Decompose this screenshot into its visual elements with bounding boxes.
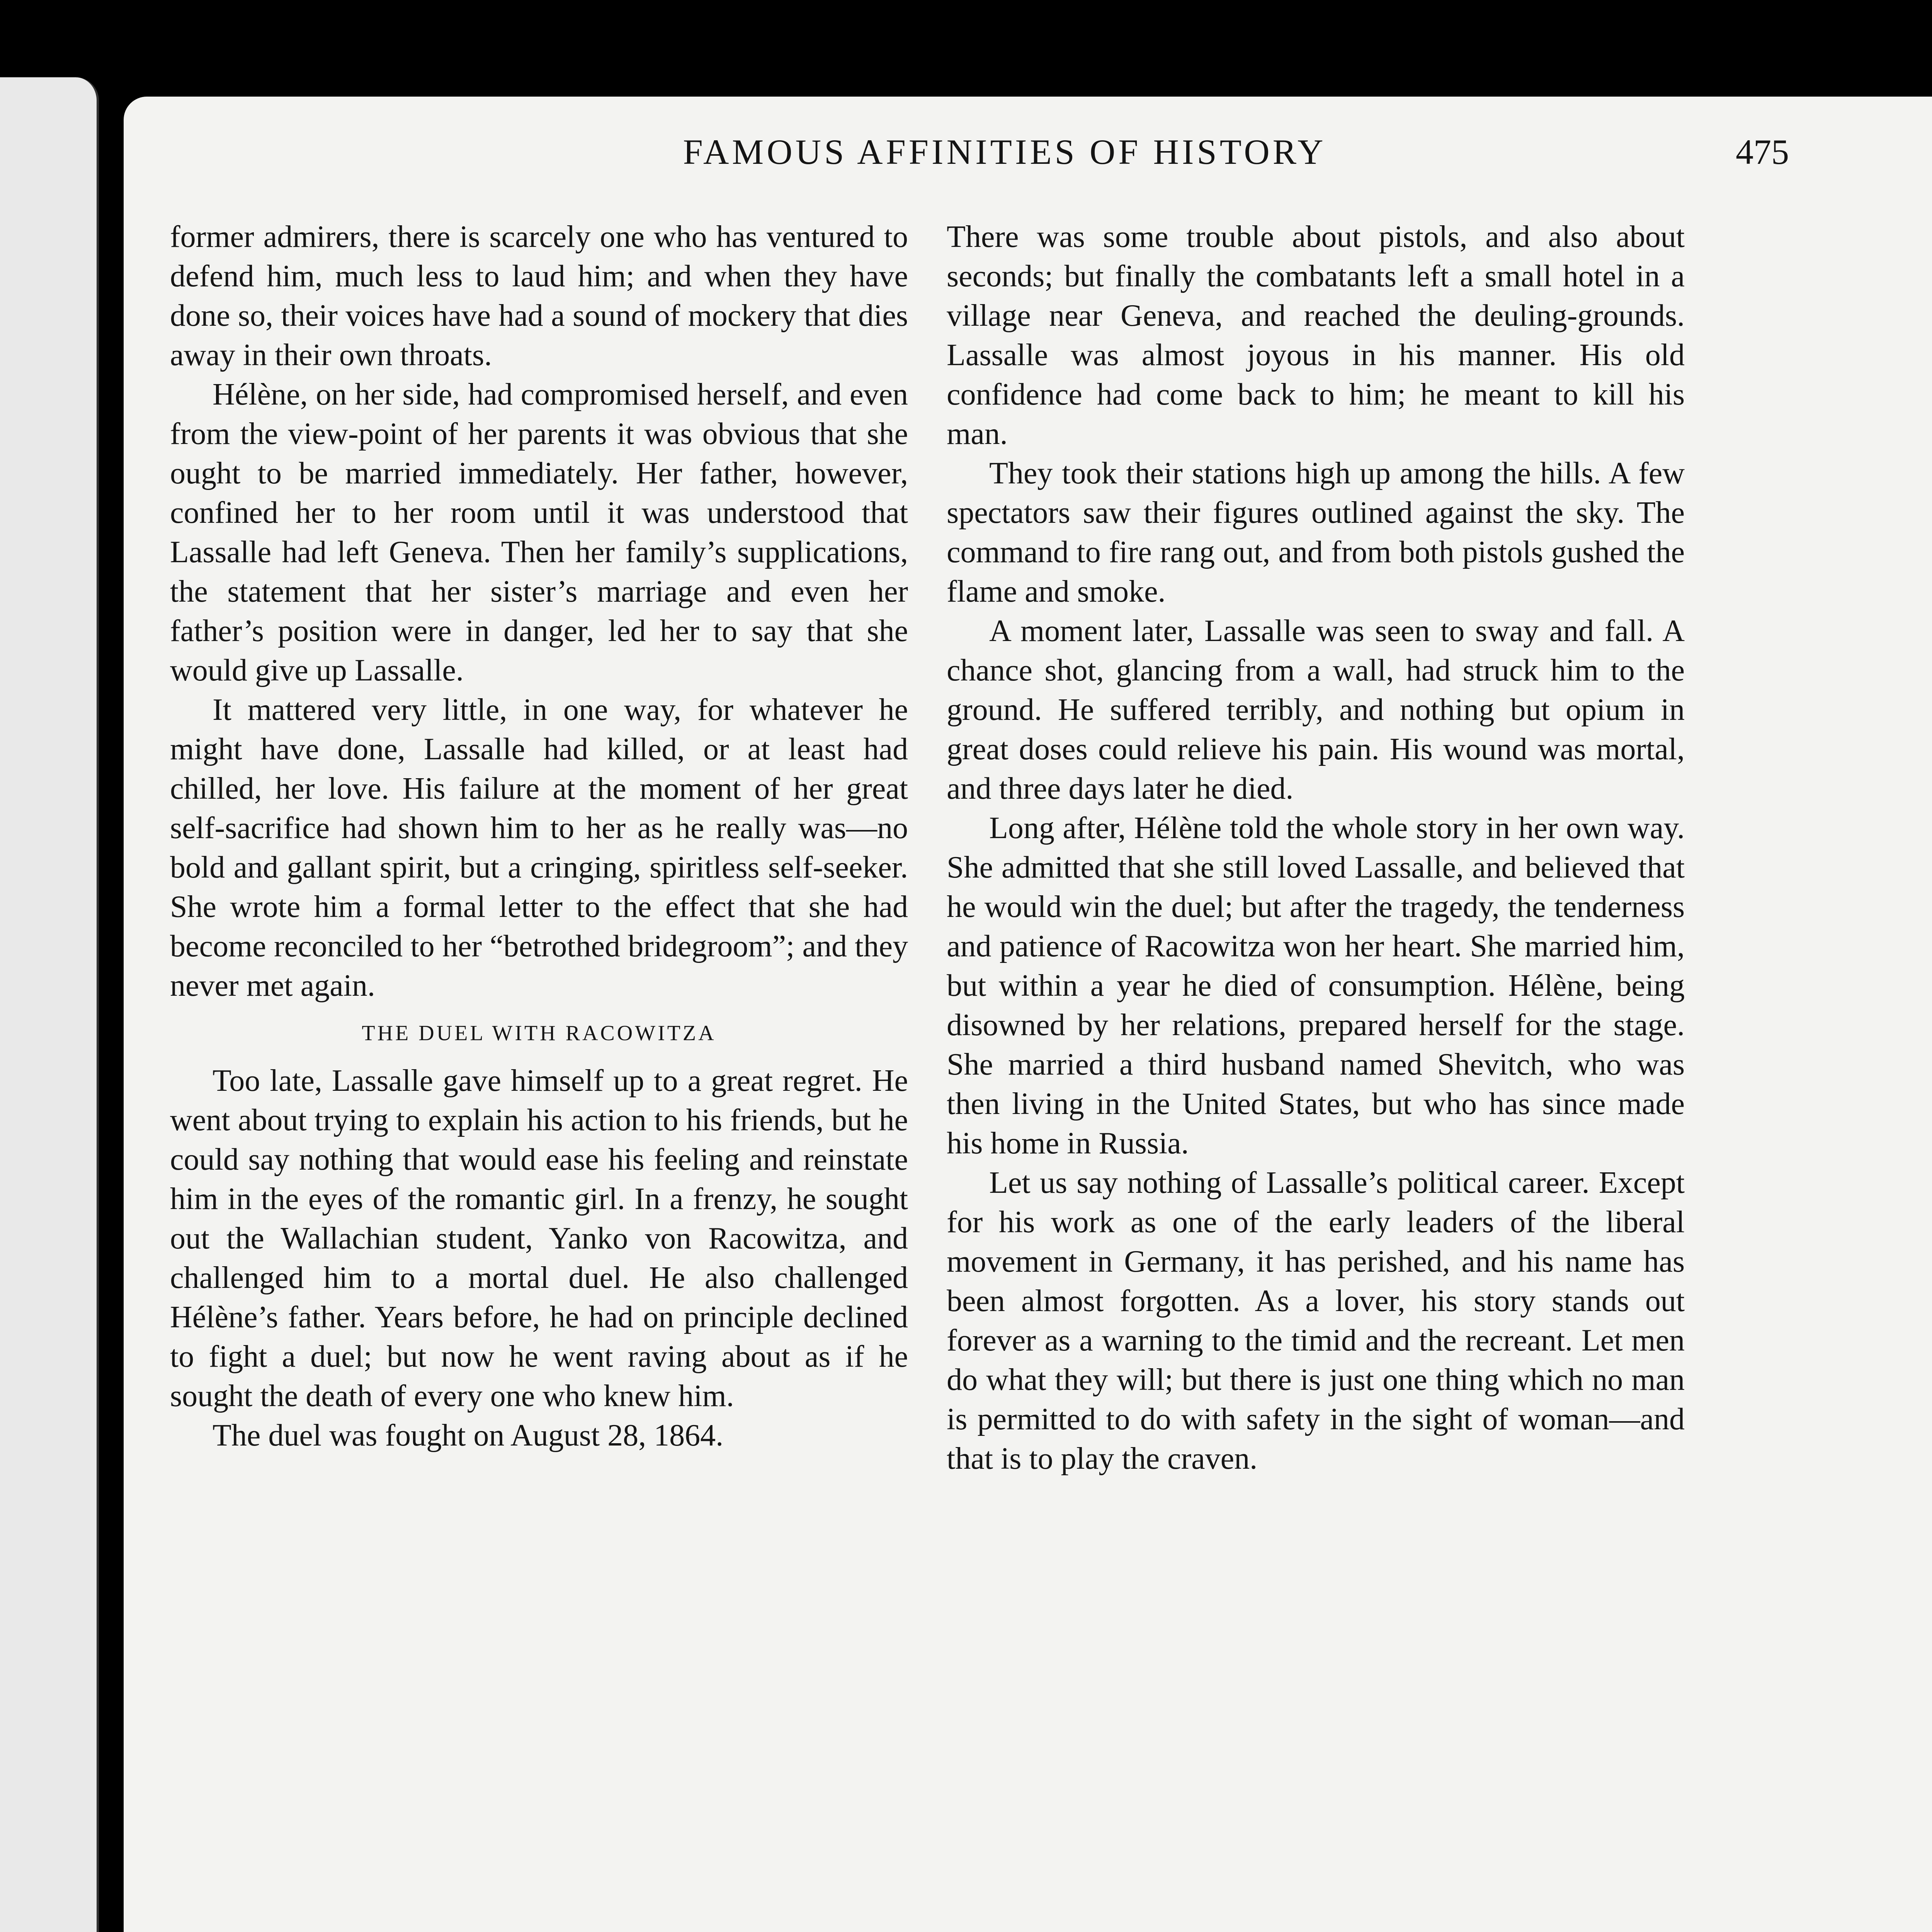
left-column: [170, 217, 908, 1455]
paragraph: The duel was fought on August 28, 1864.: [213, 1418, 724, 1452]
right-column: [947, 217, 1685, 1478]
paragraph: former admirers, there is scarcely one who has ventured to defend him, much less to laud him; and when they have done so, their voices have had a sound of mockery that dies away in their own throats.: [170, 220, 908, 372]
running-header: [541, 131, 1816, 185]
section-subheading: THE DUEL WITH RACOWITZA: [362, 1021, 716, 1045]
paragraph: A moment later, Lassalle was seen to sway and fall. A chance shot, glancing from a wall, had struck him to the ground. He suffered terribly, and nothing but opium in great doses could relieve his pain. His wound was mortal, and three days later he died.: [947, 614, 1685, 806]
facing-page-edge: [0, 77, 99, 1932]
paragraph: Long after, Hélène told the whole story in her own way. She admitted that she still loved Lassalle, and believed that he would win the duel; but after the tragedy, the tenderness and patience of Racowitza won her heart. She married him, but within a year he died of consumption. Hélène, being disowned by her relations, prepared herself for the stage. She married a third husband named Shevitch, who was then living in the United States, but who has since made his home in Russia.: [947, 811, 1685, 1160]
running-title: FAMOUS AFFINITIES OF HISTORY: [683, 132, 1327, 172]
paragraph: Hélène, on her side, had compromised herself, and even from the view-point of her parents it was obvious that she ought to be married immediately. Her father, however, confined her to her room until it was understood that Lassalle had left Geneva. Then her family’s supplications, the statement that her sister’s marriage and even her father’s position were in danger, led her to say that she would give up Lassalle.: [170, 378, 908, 687]
paragraph: Let us say nothing of Lassalle’s political career. Except for his work as one of the early leaders of the liberal movement in Germany, it has perished, and his name has been almost forgotten. As a lover, his story stands out forever as a warning to the timid and the recreant. Let men do what they will; but there is just one thing which no man is permitted to do with safety in the sight of woman—and that is to play the craven.: [947, 1166, 1685, 1476]
paragraph: Too late, Lassalle gave himself up to a great regret. He went about trying to explain his action to his friends, but he could say nothing that would ease his feeling and reinstate him in the eyes of the romantic girl. In a frenzy, he sought out the Wallachian student, Yanko von Racowitza, and challenged him to a mortal duel. He also challenged Hélène’s father. Years before, he had on principle declined to fight a duel; but now he went raving about as if he sought the death of every one who knew him.: [170, 1064, 908, 1413]
paragraph: There was some trouble about pistols, and also about seconds; but finally the combatants left a small hotel in a village near Geneva, and reached the deuling-grounds. Lassalle was almost joyous in his manner. His old confidence had come back to him; he meant to kill his man.: [947, 220, 1685, 451]
paragraph: It mattered very little, in one way, for whatever he might have done, Lassalle had killed, or at least had chilled, her love. His failure at the moment of her great self-sacrifice had shown him to her as he really was—no bold and gallant spirit, but a cringing, spiritless self-seeker. She wrote him a formal letter to the effect that she had become reconciled to her “betrothed bridegroom”; and they never met again.: [170, 693, 908, 1003]
paragraph: They took their stations high up among the hills. A few spectators saw their figures outlined against the sky. The command to fire rang out, and from both pistols gushed the flame and smoke.: [947, 456, 1685, 609]
page-number: 475: [1736, 132, 1789, 172]
